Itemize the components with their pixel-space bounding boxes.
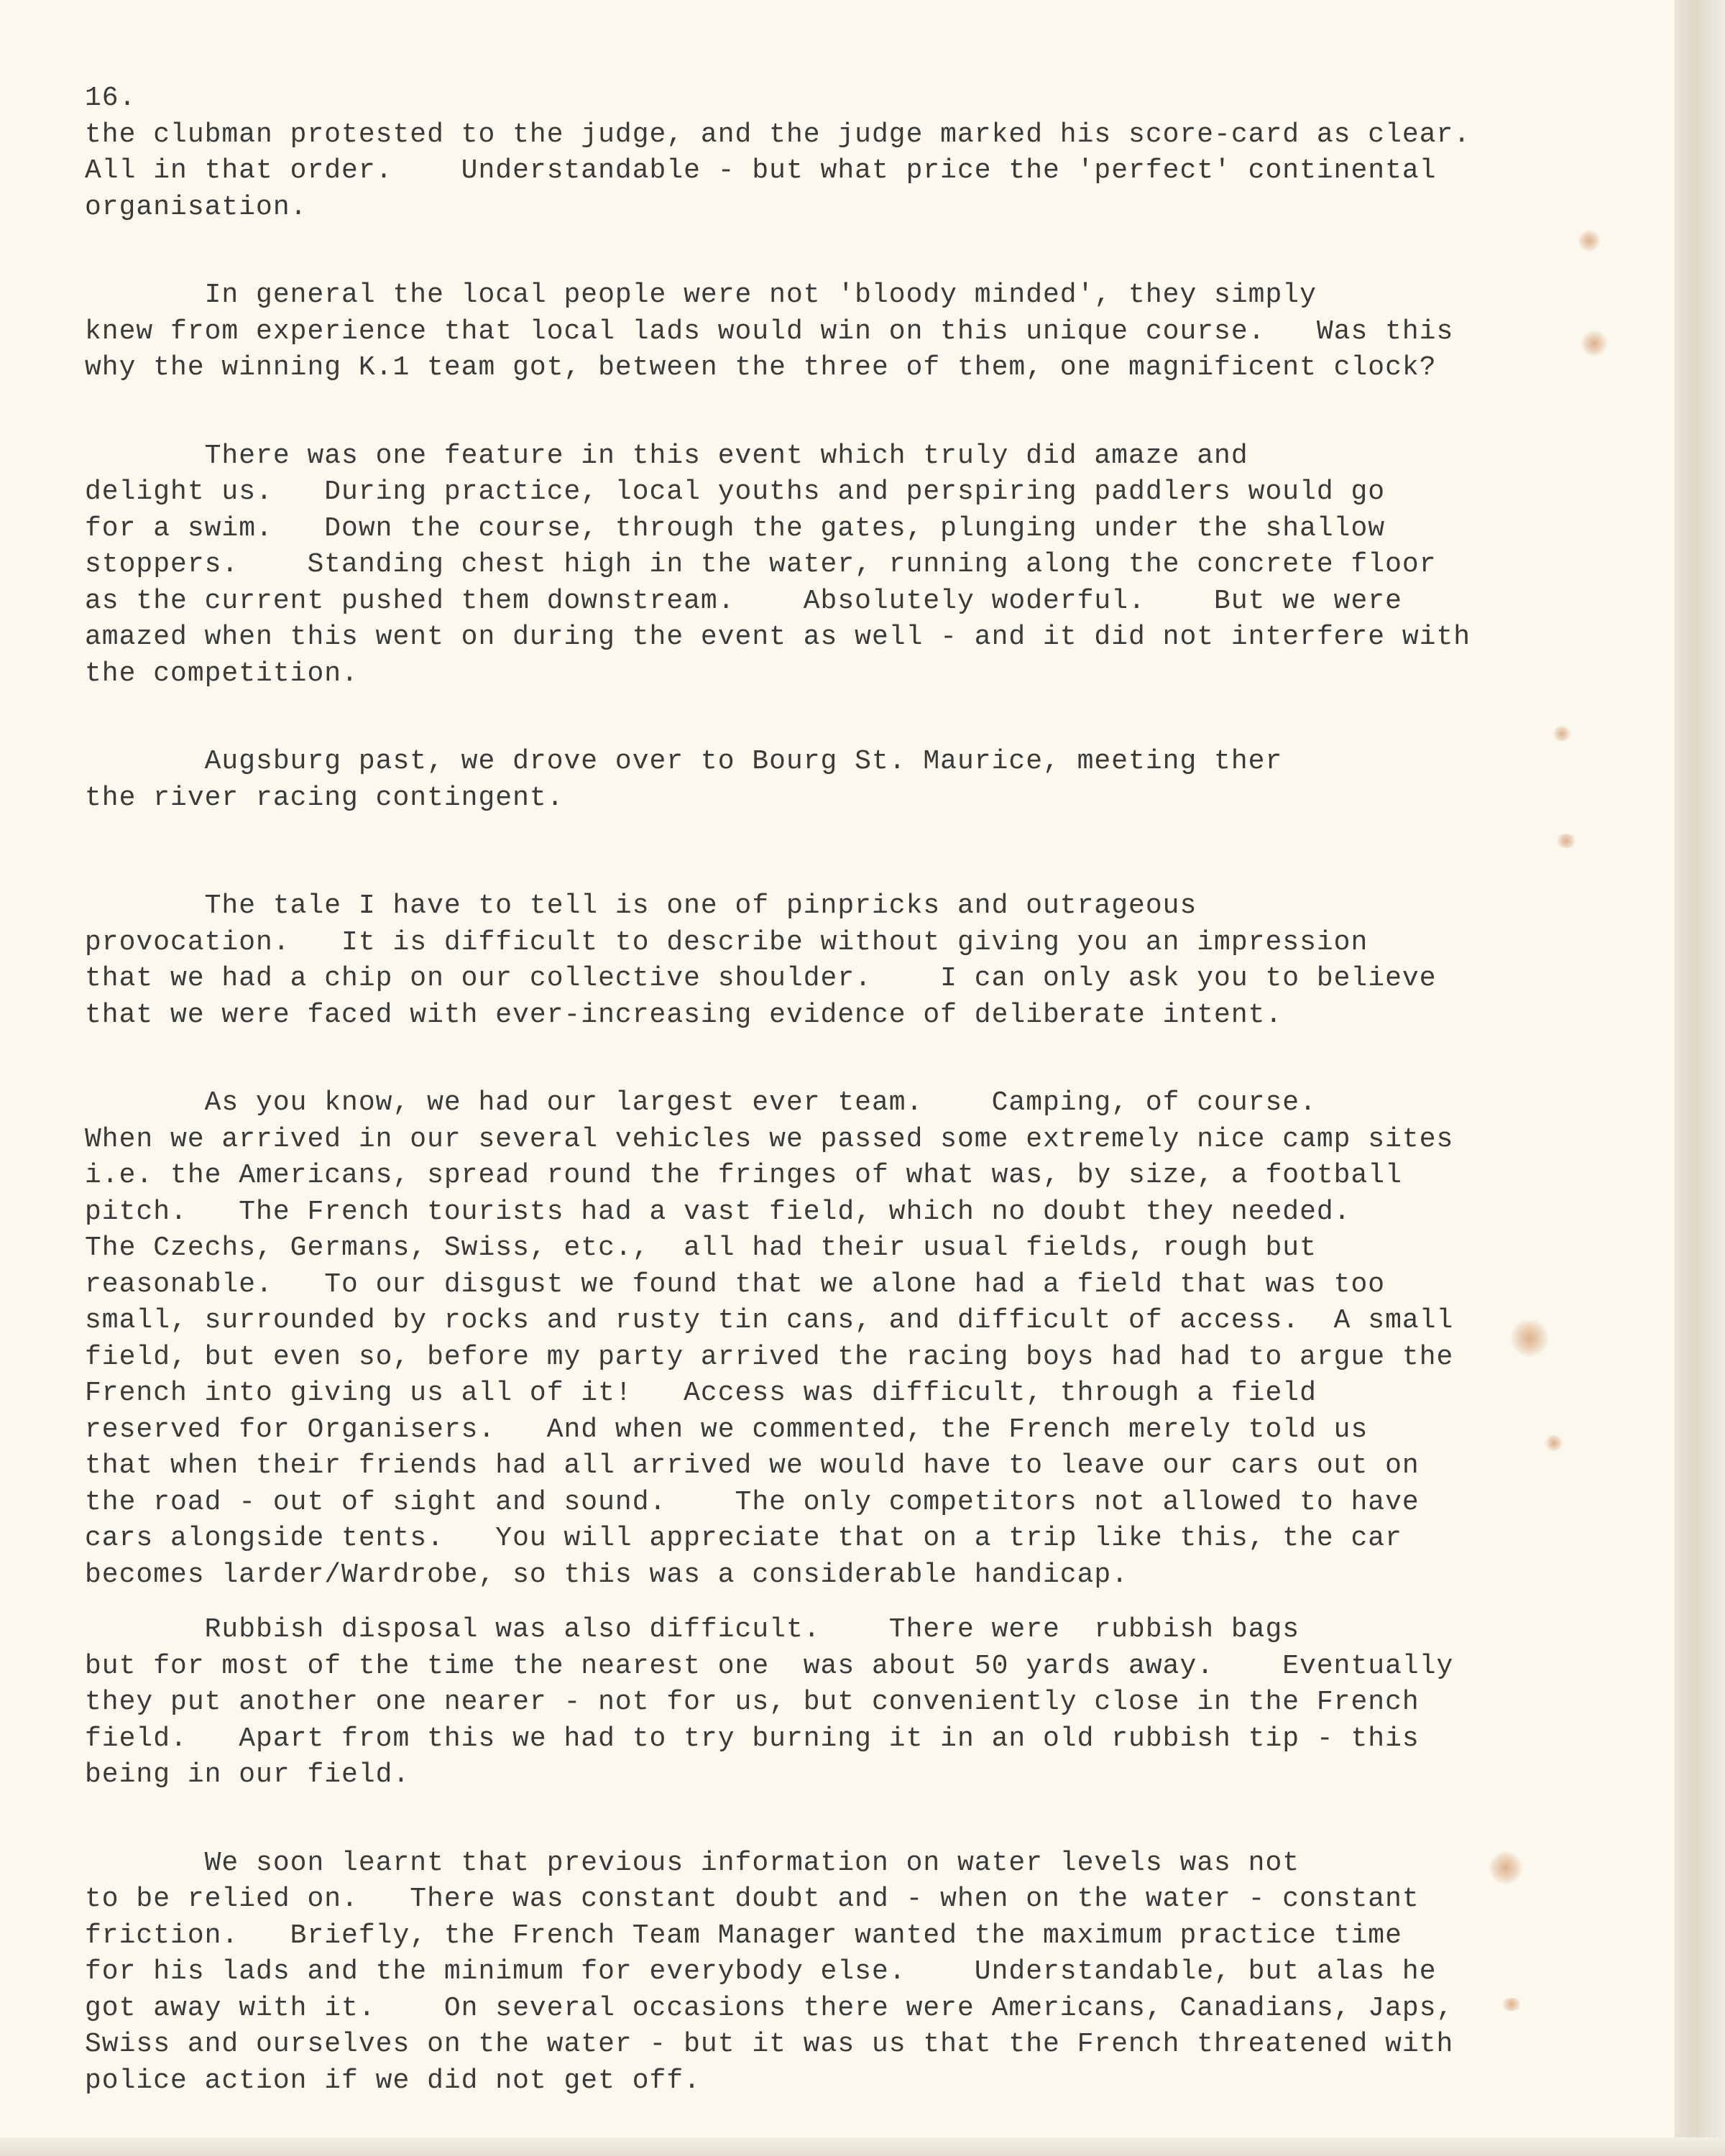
text-line: stoppers. Standing chest high in the water, running along the concrete floor [85,549,1437,580]
paragraph [85,1846,1587,2100]
text-line: French into giving us all of it! Access was difficult, through a field [85,1378,1317,1409]
text-line: provocation. It is difficult to describe without giving you an impression [85,926,1368,958]
text-line: There was one feature in this event which truly did amaze and [85,440,1248,471]
text-line: to be relied on. There was constant doubt and - when on the water - constant [85,1884,1420,1915]
paragraph [85,438,1587,693]
text-line: the road - out of sight and sound. The only competitors not allowed to have [85,1486,1420,1518]
text-line: Swiss and ourselves on the water - but it was us that the French threatened with [85,2029,1454,2060]
text-line: i.e. the Americans, spread round the fringes of what was, by size, a football [85,1160,1402,1191]
text-line: cars alongside tents. You will appreciate that on a trip like this, the car [85,1523,1402,1554]
text-line: knew from experience that local lads would win on this unique course. Was this [85,315,1454,347]
text-line: reasonable. To our disgust we found that we alone had a field that was too [85,1268,1386,1300]
text-line: becomes larder/Wardrobe, so this was a considerable handicap. [85,1559,1129,1590]
text-line: for his lads and the minimum for everybody else. Understandable, but alas he [85,1956,1437,1987]
text-line: The tale I have to tell is one of pinpricks and outrageous [85,890,1197,921]
paragraph [85,1085,1587,1593]
paragraph [85,117,1587,226]
text-line: reserved for Organisers. And when we commented, the French merely told us [85,1414,1368,1445]
paragraph [85,744,1587,816]
text-line: friction. Briefly, the French Team Manager wanted the maximum practice time [85,1920,1402,1951]
typed-text-body [85,80,1587,2099]
text-line: field. Apart from this we had to try burning it in an old rubbish tip - this [85,1723,1420,1754]
text-line: amazed when this went on during the event as well - and it did not interfere with [85,622,1471,653]
text-line: As you know, we had our largest ever team. Camping, of course. [85,1087,1317,1118]
text-line: Rubbish disposal was also difficult. There were rubbish bags [85,1614,1300,1645]
paper-bottom-edge [0,2137,1725,2156]
text-line: being in our field. [85,1759,410,1790]
paragraph [85,1612,1587,1794]
text-line: All in that order. Understandable - but what price the 'perfect' continental [85,155,1437,186]
text-line: they put another one nearer - not for us, but conveniently close in the French [85,1687,1420,1718]
text-line: In general the local people were not 'bloody minded', they simply [85,280,1317,310]
paragraph [85,277,1587,387]
text-line: delight us. During practice, local youths and perspiring paddlers would go [85,476,1386,507]
text-line: but for most of the time the nearest one was about 50 yards away. Eventually [85,1650,1454,1682]
text-line: small, surrounded by rocks and rusty tin cans, and difficult of access. A small [85,1305,1454,1336]
page-number: 16. [85,83,137,114]
text-line: organisation. [85,191,308,223]
text-line: the river racing contingent. [85,782,564,814]
text-line: pitch. The French tourists had a vast field, which no doubt they needed. [85,1196,1351,1227]
text-line: that when their friends had all arrived we would have to leave our cars out on [85,1450,1420,1481]
text-line: Augsburg past, we drove over to Bourg St. Maurice, meeting ther [85,746,1283,777]
text-line: why the winning K.1 team got, between the three of them, one magnificent clock? [85,352,1437,383]
text-line: that we were faced with ever-increasing evidence of deliberate intent. [85,999,1283,1031]
paper-edge [1675,0,1725,2156]
text-line: When we arrived in our several vehicles we passed some extremely nice camp sites [85,1123,1454,1155]
text-line: as the current pushed them downstream. Absolutely woderful. But we were [85,585,1402,617]
text-line: The Czechs, Germans, Swiss, etc., all had their usual fields, rough but [85,1233,1317,1263]
text-line: We soon learnt that previous information on water levels was not [85,1847,1300,1879]
text-line: that we had a chip on our collective shoulder. I can only ask you to believe [85,963,1437,994]
text-line: the clubman protested to the judge, and the judge marked his score-card as clear. [85,119,1471,150]
text-line: the competition. [85,658,359,689]
text-line: got away with it. On several occasions there were Americans, Canadians, Japs, [85,1992,1454,2024]
text-line: police action if we did not get off. [85,2065,701,2096]
paragraph [85,888,1587,1033]
text-line: for a swim. Down the course, through the gates, plunging under the shallow [85,512,1386,544]
text-line: field, but even so, before my party arrived the racing boys had had to argue the [85,1341,1454,1373]
